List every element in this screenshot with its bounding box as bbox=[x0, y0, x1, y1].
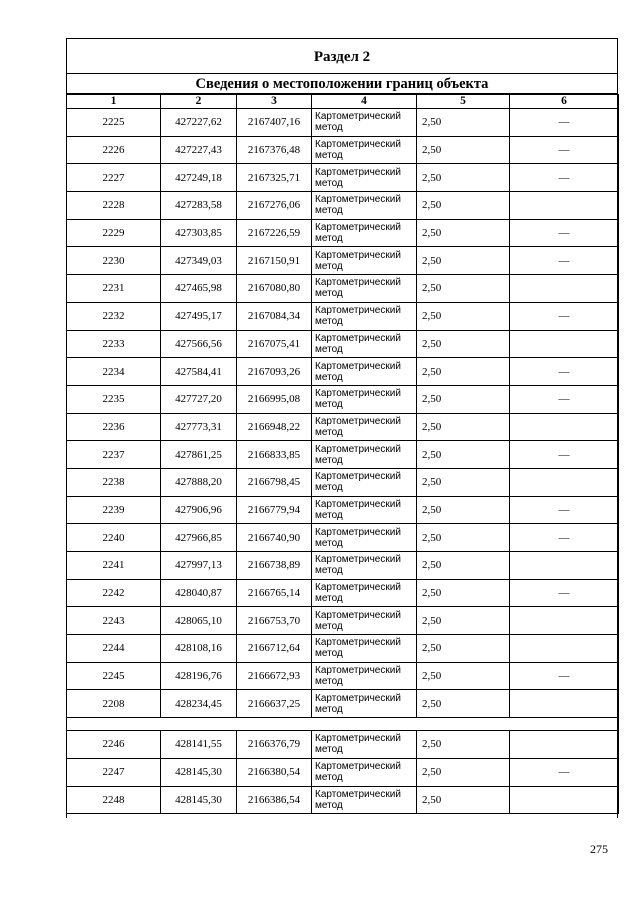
table-cell: 2,50 bbox=[417, 552, 510, 580]
table-row bbox=[67, 302, 619, 330]
table-cell: Картометрический метод bbox=[312, 524, 417, 552]
table-cell: 427773,31 bbox=[161, 413, 237, 441]
table-cell: 2236 bbox=[67, 413, 161, 441]
table-cell: — bbox=[510, 247, 619, 275]
table-cell: 2,50 bbox=[417, 385, 510, 413]
table-cell: 427906,96 bbox=[161, 496, 237, 524]
table-cell: 2234 bbox=[67, 358, 161, 386]
table-cell: Картометрический метод bbox=[312, 413, 417, 441]
header-cell: 1 bbox=[67, 95, 161, 109]
table-cell bbox=[510, 786, 619, 814]
table-cell bbox=[510, 607, 619, 635]
table-cell: 2,50 bbox=[417, 731, 510, 759]
table-cell: Картометрический метод bbox=[312, 192, 417, 220]
header-cell: 6 bbox=[510, 95, 619, 109]
table-cell: Картометрический метод bbox=[312, 690, 417, 718]
table-cell: 428141,55 bbox=[161, 731, 237, 759]
table-cell: 2166995,08 bbox=[237, 385, 312, 413]
table-cell: 2,50 bbox=[417, 164, 510, 192]
table-gap-cell bbox=[67, 718, 619, 731]
table-cell: — bbox=[510, 496, 619, 524]
table-cell: — bbox=[510, 109, 619, 137]
table-cell bbox=[510, 275, 619, 303]
table-cell: Картометрический метод bbox=[312, 786, 417, 814]
table-cell: 427861,25 bbox=[161, 441, 237, 469]
table-cell: 2232 bbox=[67, 302, 161, 330]
table-cell: 2,50 bbox=[417, 690, 510, 718]
table-cell: 2238 bbox=[67, 468, 161, 496]
table-cell: Картометрический метод bbox=[312, 164, 417, 192]
table-row bbox=[67, 607, 619, 635]
table-cell: 2,50 bbox=[417, 219, 510, 247]
table-cell: Картометрический метод bbox=[312, 758, 417, 786]
table-cell: 428145,30 bbox=[161, 786, 237, 814]
table-row bbox=[67, 330, 619, 358]
table-cell: Картометрический метод bbox=[312, 109, 417, 137]
table-row bbox=[67, 635, 619, 663]
header-cell: 4 bbox=[312, 95, 417, 109]
table-cell: 2166833,85 bbox=[237, 441, 312, 469]
table-cell: 428040,87 bbox=[161, 579, 237, 607]
table-cell: 427888,20 bbox=[161, 468, 237, 496]
table-cell: 2,50 bbox=[417, 109, 510, 137]
table-cell: 2243 bbox=[67, 607, 161, 635]
table-cell: 2,50 bbox=[417, 662, 510, 690]
header-cell: 5 bbox=[417, 95, 510, 109]
table-row bbox=[67, 758, 619, 786]
table-cell: 2166376,79 bbox=[237, 731, 312, 759]
table-cell bbox=[510, 690, 619, 718]
table-cell: Картометрический метод bbox=[312, 441, 417, 469]
table-cell: 2167276,06 bbox=[237, 192, 312, 220]
table-cell bbox=[510, 468, 619, 496]
table-cell: 2166740,90 bbox=[237, 524, 312, 552]
table-row bbox=[67, 219, 619, 247]
header-cell: 2 bbox=[161, 95, 237, 109]
table-cell: 2167075,41 bbox=[237, 330, 312, 358]
table-cell: 427227,43 bbox=[161, 136, 237, 164]
table-row bbox=[67, 552, 619, 580]
section-title: Раздел 2 bbox=[66, 38, 618, 74]
table-row bbox=[67, 690, 619, 718]
table-gap-row bbox=[67, 718, 619, 731]
table-cell: — bbox=[510, 136, 619, 164]
table-cell: 2167376,48 bbox=[237, 136, 312, 164]
table-row bbox=[67, 109, 619, 137]
table-cell: 427966,85 bbox=[161, 524, 237, 552]
header-row bbox=[67, 95, 619, 109]
table-cell: 2247 bbox=[67, 758, 161, 786]
table-cell: — bbox=[510, 164, 619, 192]
table-cell: 2244 bbox=[67, 635, 161, 663]
table-row bbox=[67, 413, 619, 441]
table-cell: 2227 bbox=[67, 164, 161, 192]
table-cell: 2,50 bbox=[417, 358, 510, 386]
table-cell: 2166712,64 bbox=[237, 635, 312, 663]
table-cell: Картометрический метод bbox=[312, 302, 417, 330]
table-cell: 2166753,70 bbox=[237, 607, 312, 635]
table-cell: Картометрический метод bbox=[312, 731, 417, 759]
table-cell: 427997,13 bbox=[161, 552, 237, 580]
table-cell: 428145,30 bbox=[161, 758, 237, 786]
table-cell: Картометрический метод bbox=[312, 468, 417, 496]
table-cell: 427349,03 bbox=[161, 247, 237, 275]
table-cell: — bbox=[510, 358, 619, 386]
table-cell: 2,50 bbox=[417, 441, 510, 469]
table-cell: — bbox=[510, 758, 619, 786]
table-cell: 2166637,25 bbox=[237, 690, 312, 718]
table-row bbox=[67, 358, 619, 386]
table-cell: 2235 bbox=[67, 385, 161, 413]
table-cell: 2,50 bbox=[417, 496, 510, 524]
table-cell: Картометрический метод bbox=[312, 607, 417, 635]
table-cell: 2208 bbox=[67, 690, 161, 718]
table-cell: 2167084,34 bbox=[237, 302, 312, 330]
table-row bbox=[67, 192, 619, 220]
table-cell: 2,50 bbox=[417, 468, 510, 496]
table-cell: 2,50 bbox=[417, 192, 510, 220]
table-row bbox=[67, 662, 619, 690]
table-cell: 2239 bbox=[67, 496, 161, 524]
table-cell: 427566,56 bbox=[161, 330, 237, 358]
table-cell: 2166672,93 bbox=[237, 662, 312, 690]
table-cell bbox=[510, 731, 619, 759]
table-row bbox=[67, 731, 619, 759]
table-cell: — bbox=[510, 441, 619, 469]
table-cell: 2246 bbox=[67, 731, 161, 759]
table-cell: 428196,76 bbox=[161, 662, 237, 690]
table-cell: 2,50 bbox=[417, 330, 510, 358]
table-cell: 2,50 bbox=[417, 524, 510, 552]
page-number: 275 bbox=[590, 842, 608, 856]
table-cell: 2233 bbox=[67, 330, 161, 358]
table-cell: Картометрический метод bbox=[312, 579, 417, 607]
table-cell: 2,50 bbox=[417, 247, 510, 275]
table-cell: 428108,16 bbox=[161, 635, 237, 663]
table-cell bbox=[510, 635, 619, 663]
table-cell: Картометрический метод bbox=[312, 275, 417, 303]
table-cell bbox=[510, 192, 619, 220]
table-cell: 2,50 bbox=[417, 786, 510, 814]
table-cell: 427584,41 bbox=[161, 358, 237, 386]
table-cell: — bbox=[510, 662, 619, 690]
table-cell: Картометрический метод bbox=[312, 247, 417, 275]
table-row bbox=[67, 579, 619, 607]
boundary-table bbox=[66, 94, 619, 814]
table-cell: 2,50 bbox=[417, 579, 510, 607]
table-cell: 427249,18 bbox=[161, 164, 237, 192]
table-cell: 2,50 bbox=[417, 607, 510, 635]
table-cell: 2,50 bbox=[417, 635, 510, 663]
table-cell: 2166798,45 bbox=[237, 468, 312, 496]
table-cell: 2240 bbox=[67, 524, 161, 552]
table-cell: Картометрический метод bbox=[312, 552, 417, 580]
table-cell: Картометрический метод bbox=[312, 662, 417, 690]
table-cell: 2,50 bbox=[417, 275, 510, 303]
table-cell bbox=[510, 330, 619, 358]
table-cell: Картометрический метод bbox=[312, 358, 417, 386]
table-cell: 2229 bbox=[67, 219, 161, 247]
table-cell: 2166386,54 bbox=[237, 786, 312, 814]
table-cell bbox=[510, 413, 619, 441]
table-row bbox=[67, 136, 619, 164]
table-cell: 2237 bbox=[67, 441, 161, 469]
table-cell: Картометрический метод bbox=[312, 136, 417, 164]
table-cell: — bbox=[510, 219, 619, 247]
table-cell: — bbox=[510, 385, 619, 413]
table-row bbox=[67, 524, 619, 552]
table-cell: 2166738,89 bbox=[237, 552, 312, 580]
table-cell: Картометрический метод bbox=[312, 385, 417, 413]
table-cell: — bbox=[510, 302, 619, 330]
table-cell: 427303,85 bbox=[161, 219, 237, 247]
section-subtitle: Сведения о местоположении границ объекта bbox=[66, 74, 618, 94]
table-cell: 2167226,59 bbox=[237, 219, 312, 247]
table-cell: Картометрический метод bbox=[312, 496, 417, 524]
table-cell bbox=[510, 552, 619, 580]
table-cell: 2,50 bbox=[417, 302, 510, 330]
table-row bbox=[67, 468, 619, 496]
table-cell: — bbox=[510, 579, 619, 607]
table-cell: 428065,10 bbox=[161, 607, 237, 635]
table-row bbox=[67, 385, 619, 413]
table-cell: 2226 bbox=[67, 136, 161, 164]
table-cell: 2166779,94 bbox=[237, 496, 312, 524]
table-cell: 2248 bbox=[67, 786, 161, 814]
table-cell: 2241 bbox=[67, 552, 161, 580]
header-cell: 3 bbox=[237, 95, 312, 109]
table-row bbox=[67, 164, 619, 192]
table-cell: 2167150,91 bbox=[237, 247, 312, 275]
table-cell: 2228 bbox=[67, 192, 161, 220]
table-cell: 2,50 bbox=[417, 758, 510, 786]
table-cell: 2230 bbox=[67, 247, 161, 275]
table-cell: 427495,17 bbox=[161, 302, 237, 330]
table-cell: 2,50 bbox=[417, 136, 510, 164]
table-cell: 2167080,80 bbox=[237, 275, 312, 303]
table-cell: 427283,58 bbox=[161, 192, 237, 220]
table-cell: 2166765,14 bbox=[237, 579, 312, 607]
table-cell: 427727,20 bbox=[161, 385, 237, 413]
table-cell: 2225 bbox=[67, 109, 161, 137]
table-cell: 2167093,26 bbox=[237, 358, 312, 386]
table-cell: 2242 bbox=[67, 579, 161, 607]
table-cell: Картометрический метод bbox=[312, 635, 417, 663]
table-row bbox=[67, 441, 619, 469]
table-row bbox=[67, 247, 619, 275]
table-cell: 2231 bbox=[67, 275, 161, 303]
table-cell: Картометрический метод bbox=[312, 330, 417, 358]
table-cell: 427227,62 bbox=[161, 109, 237, 137]
table-cell: 2167407,16 bbox=[237, 109, 312, 137]
table-cell: 2167325,71 bbox=[237, 164, 312, 192]
table-cell: 2166948,22 bbox=[237, 413, 312, 441]
table-row bbox=[67, 275, 619, 303]
table-cell: 2,50 bbox=[417, 413, 510, 441]
table-cell: 2245 bbox=[67, 662, 161, 690]
table-cell: 2166380,54 bbox=[237, 758, 312, 786]
table-row bbox=[67, 786, 619, 814]
table-cell: Картометрический метод bbox=[312, 219, 417, 247]
table-cell: — bbox=[510, 524, 619, 552]
table-row bbox=[67, 496, 619, 524]
table-cell: 427465,98 bbox=[161, 275, 237, 303]
table-cell: 428234,45 bbox=[161, 690, 237, 718]
